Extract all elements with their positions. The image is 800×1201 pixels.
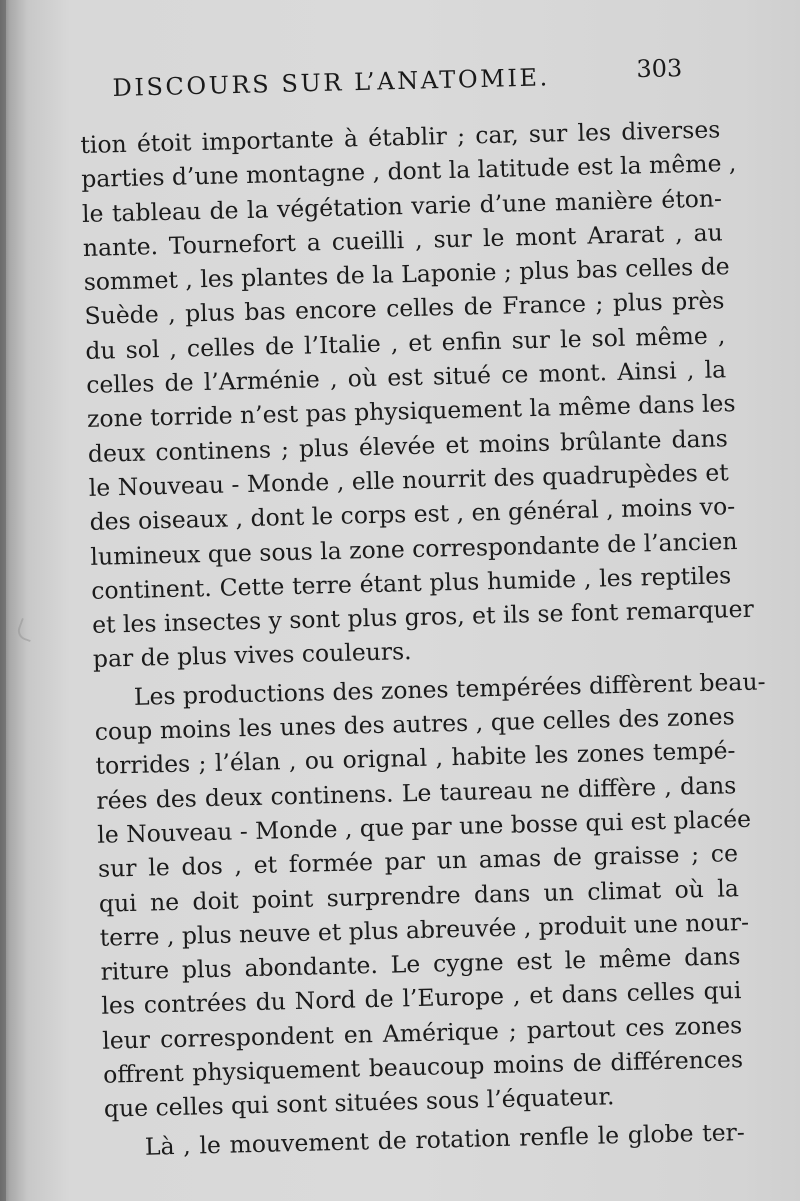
binding-shadow <box>0 0 6 1201</box>
text-line: zone torride n’est pas physiquement la même dans les <box>86 389 736 434</box>
paragraph <box>80 112 755 676</box>
text-line: tion étoit importante à établir ; car, sur les diverses <box>80 115 721 159</box>
text-line: terre , plus neuve et plus abreuvée , produit une nour- <box>99 907 750 952</box>
text-line: lumineux que sous la zone correspondante de l’ancien <box>90 526 738 571</box>
page-header <box>112 52 683 106</box>
text-line: le Nouveau - Monde , elle nourrit des quadrupèdes et <box>88 458 729 502</box>
text-line: continent. Cette terre étant plus humide , les reptiles <box>90 561 732 605</box>
text-line: coup moins les unes des autres , que celles des zones <box>94 702 735 746</box>
text-line: Les productions des zones tempérées diffèrent beau- <box>133 667 766 711</box>
text-line: qui ne doit point surprendre dans un climat où la <box>98 873 740 918</box>
text-line: les contrées du Nord de l’Europe , et dans celles qui <box>101 976 742 1021</box>
text-line: Suède , plus bas encore celles de France ; plus près <box>84 286 725 331</box>
text-line: offrent physiquement beaucoup moins de différences <box>102 1045 744 1089</box>
text-line: nante. Tournefort a cueilli , sur le mont Ararat , au <box>82 218 724 262</box>
text-line: riture plus abondante. Le cygne est le même dans <box>100 942 741 986</box>
running-title: DISCOURS SUR L’ANATOMIE. <box>112 63 551 102</box>
text-line: deux continens ; plus élevée et moins brûlante dans <box>87 423 729 468</box>
text-line: torrides ; l’élan , ou orignal , habite les zones tempé- <box>95 736 736 781</box>
text-line: le Nouveau - Monde , que par une bosse qui est placée <box>96 804 752 849</box>
body-text <box>80 112 766 1164</box>
page-number: 303 <box>636 54 683 84</box>
text-line: leur correspondent en Amérique ; partout ces zones <box>101 1010 743 1055</box>
text-line: sur le dos , et formée par un amas de graisse ; ce <box>97 839 739 884</box>
text-line: sommet , les plantes de la Laponie ; plus bas celles de <box>83 252 730 297</box>
pencil-mark <box>15 618 37 642</box>
text-line: du sol , celles de l’Italie , et enfin sur le sol même , <box>85 321 726 365</box>
text-line: que celles qui sont situées sous l’équateur. <box>103 1082 615 1124</box>
text-line: des oiseaux , dont le corps est , en général , moins vo- <box>89 492 736 537</box>
text-line: par de plus vives couleurs. <box>92 637 412 674</box>
text-line: et les insectes y sont plus gros, et ils se font remarquer <box>91 594 755 640</box>
paragraph <box>94 665 766 1126</box>
text-line: parties d’une montagne , dont la latitude est la même , <box>80 149 737 194</box>
text-line: le tableau de la végétation varie d’une manière éton- <box>81 183 723 228</box>
text-line: celles de l’Arménie , où est situé ce mont. Ainsi , la <box>85 355 727 399</box>
text-line: rées des deux continens. Le taureau ne diffère , dans <box>96 770 737 815</box>
text-line: Là , le mouvement de rotation renfle le globe ter- <box>144 1117 746 1161</box>
